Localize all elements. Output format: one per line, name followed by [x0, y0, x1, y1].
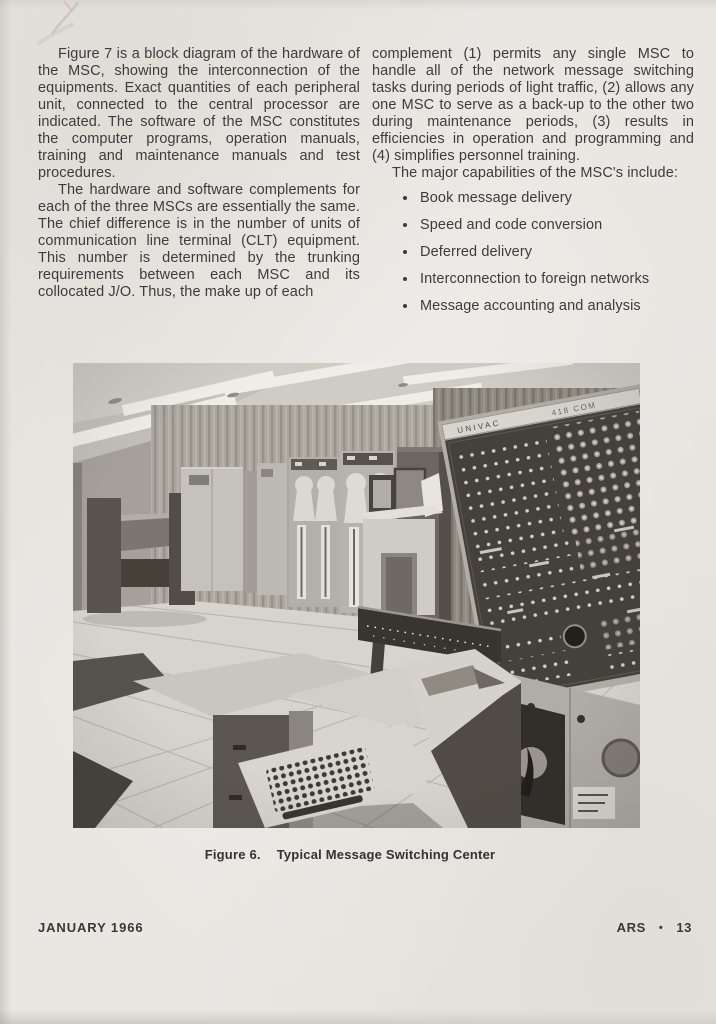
bullet-item: • Message accounting and analysis: [418, 296, 694, 317]
footer-journal-page: [617, 920, 692, 935]
right-column: [372, 46, 694, 323]
computer-room-photo: [73, 363, 640, 828]
left-column: [38, 46, 360, 301]
photo-vignette: [73, 363, 640, 828]
bullet-item: • Speed and code conversion: [418, 215, 694, 236]
capabilities-list: [372, 188, 694, 317]
page-footer: [38, 920, 692, 935]
figure-photo-message-switching-center: [73, 363, 640, 828]
footer-journal-name: ARS: [616, 920, 646, 935]
bullet-item: • Interconnection to foreign networks: [418, 269, 694, 290]
bullet-item: • Deferred delivery: [418, 242, 694, 263]
footer-separator-dot: •: [658, 922, 664, 934]
paragraph: The major capabilities of the MSC's include:: [392, 165, 679, 181]
footer-date: JANUARY 1966: [38, 920, 144, 935]
paragraph: The hardware and software complements for each of the three MSCs are essentially the same. The chief difference is in the number of units of communication line terminal (CLT) equipment. This number is determined by the trunking requirements between each MSC and its collocated J/O. Thus, the make up of each: [38, 182, 360, 300]
figure-caption-label: Figure 6.: [204, 847, 261, 862]
bullet-item: • Book message delivery: [418, 188, 694, 209]
figure-caption-title: Typical Message Switching Center: [276, 847, 496, 862]
paragraph: Figure 7 is a block diagram of the hardware of the MSC, showing the interconnection of the equipments. Exact quantities of each peripheral unit, connected to the central processor are indicated. The software of the MSC constitutes the computer programs, operation manuals, training and maintenance manuals and test procedures.: [38, 46, 360, 181]
footer-page-number: 13: [676, 920, 692, 935]
paragraph: complement (1) permits any single MSC to handle all of the network message switching tasks during periods of light traffic, (2) allows any one MSC to serve as a back-up to the other two during maintenance periods, (3) results in efficiencies in operation and programming and (4) simplifies personnel training.: [372, 46, 694, 164]
figure-caption: [0, 847, 700, 862]
